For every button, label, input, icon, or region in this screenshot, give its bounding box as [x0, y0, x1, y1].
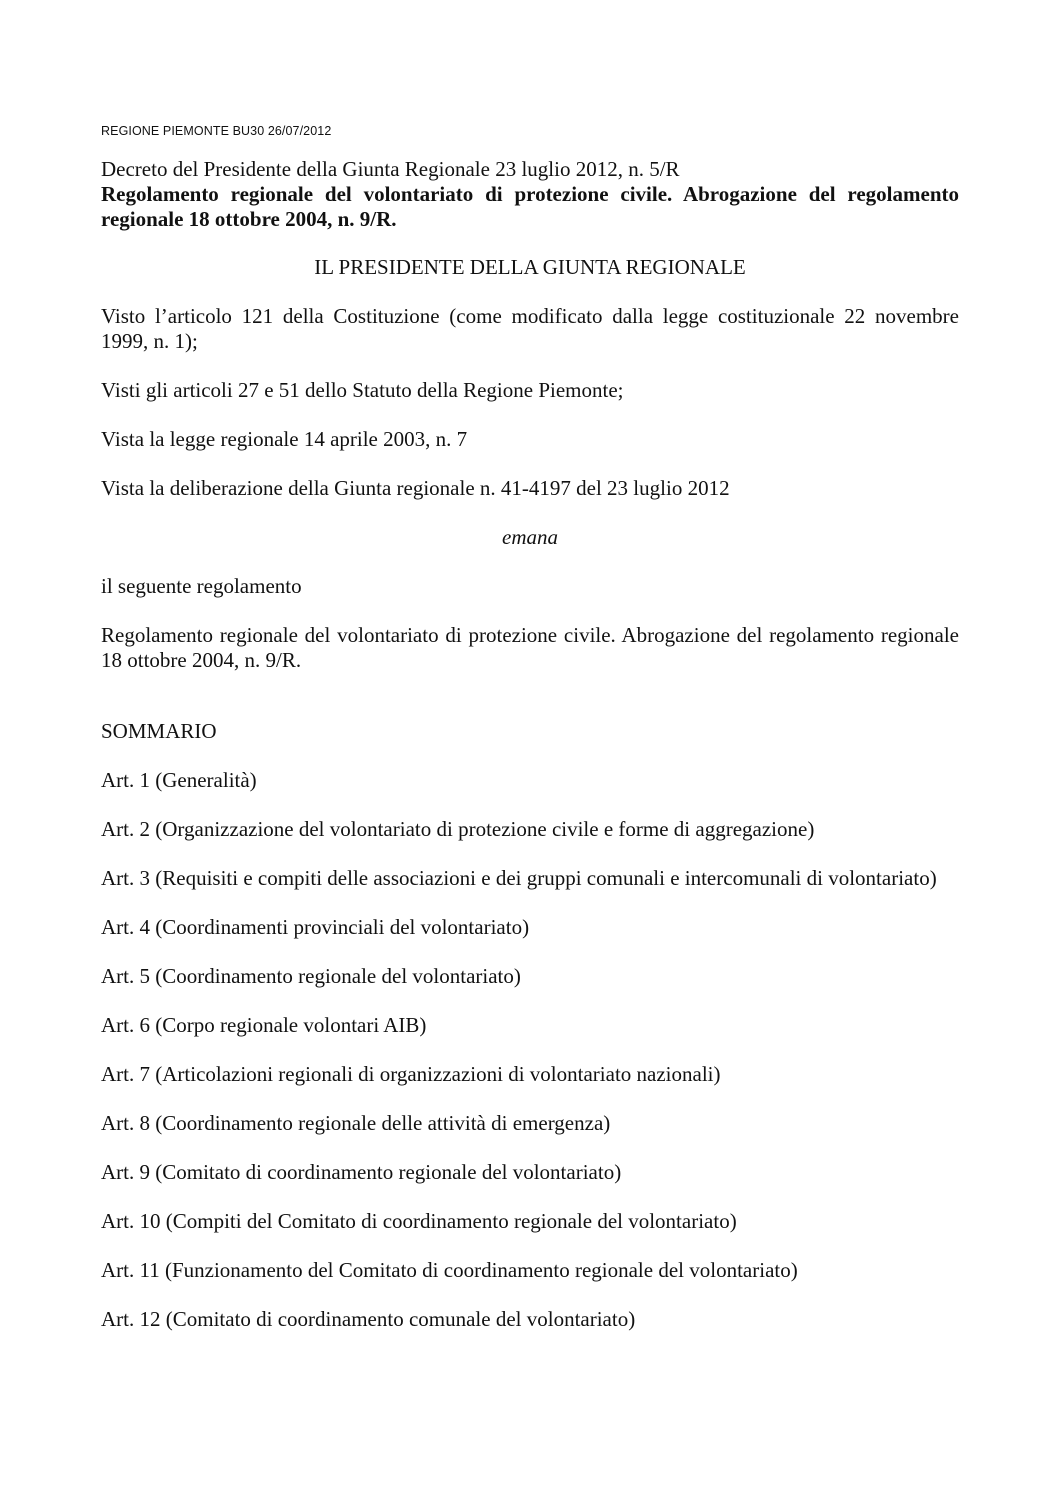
visti-statuto: Visti gli articoli 27 e 51 dello Statuto della Regione Piemonte; [101, 378, 624, 402]
summary-item: Art. 8 (Coordinamento regionale delle attività di emergenza) [101, 1111, 611, 1135]
summary-item: Art. 11 (Funzionamento del Comitato di coordinamento regionale del volontariato) [101, 1258, 798, 1282]
summary-item: Art. 7 (Articolazioni regionali di organizzazioni di volontariato nazionali) [101, 1062, 721, 1086]
summary-item: Art. 12 (Comitato di coordinamento comunale del volontariato) [101, 1307, 636, 1331]
seguente-regolamento: il seguente regolamento [101, 574, 302, 598]
summary-item: Art. 1 (Generalità) [101, 768, 257, 792]
decree-subject: Regolamento regionale del volontariato di protezione civile. Abrogazione del regolamento regionale 18 ottobre 2004, n. 9/R. [101, 182, 959, 231]
regolamento-title: Regolamento regionale del volontariato di protezione civile. Abrogazione del regolamento regionale 18 ottobre 2004, n. 9/R. [101, 623, 959, 672]
summary-list [101, 768, 959, 1332]
president-heading: IL PRESIDENTE DELLA GIUNTA REGIONALE [314, 255, 746, 279]
summary-item: Art. 5 (Coordinamento regionale del volontariato) [101, 964, 521, 988]
emana-text: emana [502, 525, 558, 549]
document-page [101, 122, 959, 1332]
summary-item: Art. 6 (Corpo regionale volontari AIB) [101, 1013, 427, 1037]
summary-item: Art. 2 (Organizzazione del volontariato di protezione civile e forme di aggregazione) [101, 817, 815, 841]
visto-costituzione: Visto l’articolo 121 della Costituzione (come modificato dalla legge costituzionale 22 novembre 1999, n. 1); [101, 304, 959, 353]
vista-legge: Vista la legge regionale 14 aprile 2003, n. 7 [101, 427, 468, 451]
summary-item: Art. 9 (Comitato di coordinamento regionale del volontariato) [101, 1160, 622, 1184]
vista-deliberazione: Vista la deliberazione della Giunta regionale n. 41-4197 del 23 luglio 2012 [101, 476, 730, 500]
summary-item: Art. 3 (Requisiti e compiti delle associazioni e dei gruppi comunali e intercomunali di volontariato) [101, 866, 937, 890]
bulletin-header: REGIONE PIEMONTE BU30 26/07/2012 [101, 124, 332, 138]
summary-item: Art. 10 (Compiti del Comitato di coordinamento regionale del volontariato) [101, 1209, 737, 1233]
summary-item: Art. 4 (Coordinamenti provinciali del volontariato) [101, 915, 530, 939]
summary-heading: SOMMARIO [101, 719, 217, 743]
decree-title: Decreto del Presidente della Giunta Regionale 23 luglio 2012, n. 5/R [101, 157, 680, 181]
